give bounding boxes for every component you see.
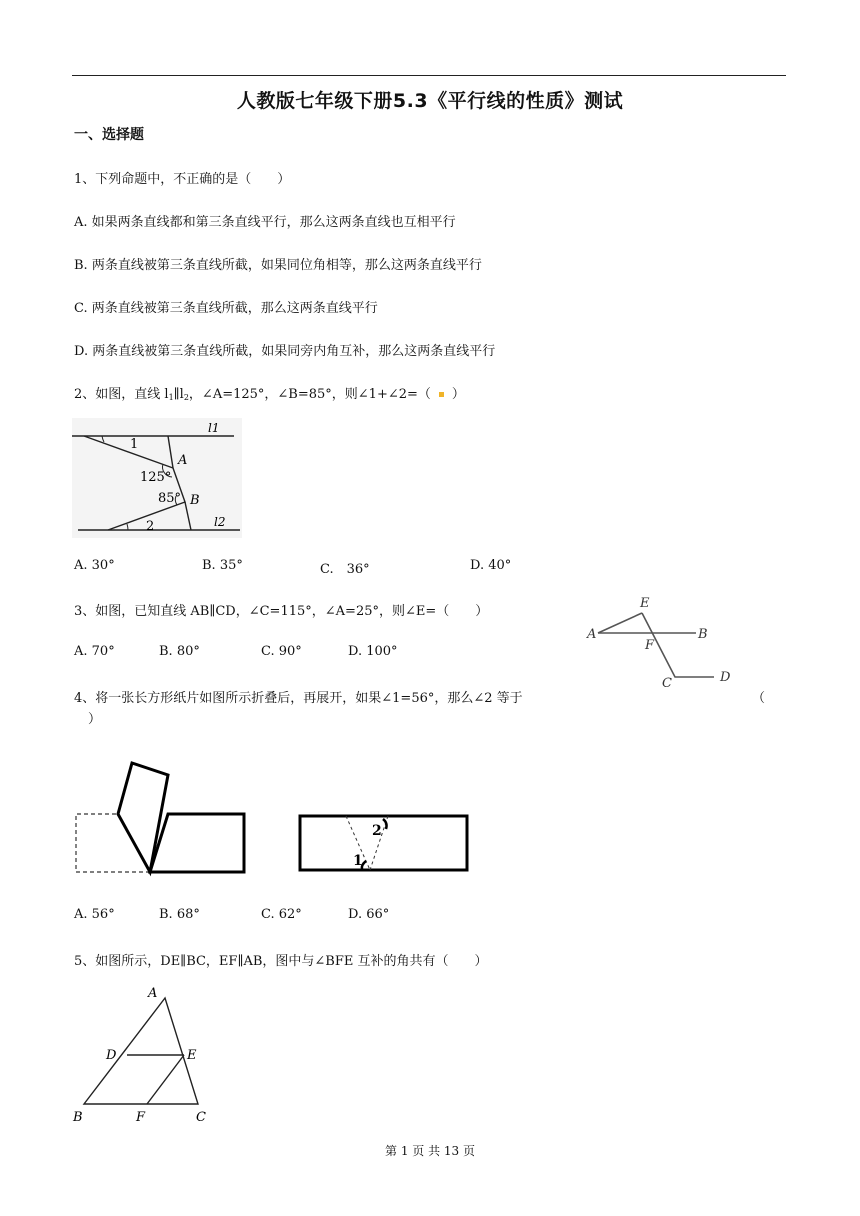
q3-option-d: D. 100°	[348, 644, 398, 659]
q4-stem: 4、将一张长方形纸片如图所示折叠后，再展开，如果∠1=56°，那么∠2 等于	[74, 691, 523, 706]
q2-figure	[72, 418, 242, 538]
label-a: A	[148, 986, 158, 1001]
q2-option-b: B. 35°	[202, 558, 243, 573]
q3-stem: 3、如图，已知直线 AB∥CD，∠C=115°，∠A=25°，则∠E=（ ）	[74, 604, 489, 619]
label-b: B	[190, 493, 200, 508]
label-125-degrees: 125°	[140, 470, 172, 485]
label-c: C	[662, 676, 672, 690]
q3-option-c: C. 90°	[261, 644, 302, 659]
label-l1: l1	[208, 421, 220, 435]
q4-figure	[70, 755, 480, 880]
label-angle-1: 1	[353, 853, 363, 869]
q4-option-a: A. 56°	[74, 907, 115, 922]
q1-stem: 1、下列命题中，不正确的是（ ）	[74, 172, 291, 187]
q1-option-b: B. 两条直线被第三条直线所截，如果同位角相等，那么这两条直线平行	[74, 258, 482, 273]
label-b: B	[698, 627, 708, 642]
page-footer: 第 1 页 共 13 页	[385, 1144, 475, 1158]
header-rule	[72, 75, 786, 76]
label-d: D	[106, 1048, 117, 1063]
label-e: E	[187, 1048, 197, 1063]
q2-option-c: C. 36°	[320, 562, 370, 577]
label-l2: l2	[214, 515, 226, 529]
q2-option-a: A. 30°	[74, 558, 115, 573]
label-angle-1: 1	[130, 437, 139, 452]
q2-subscript-1: 1	[168, 393, 174, 402]
q3-option-a: A. 70°	[74, 644, 115, 659]
q2-stem-part: ∥l	[173, 387, 184, 402]
answer-marker	[439, 392, 444, 397]
q5-stem: 5、如图所示，DE∥BC，EF∥AB，图中与∠BFE 互补的角共有（ ）	[74, 954, 488, 969]
q3-figure	[584, 590, 744, 690]
q4-option-c: C. 62°	[261, 907, 302, 922]
q4-paren-close: ）	[88, 712, 102, 727]
label-a: A	[178, 453, 188, 468]
label-d: D	[720, 670, 731, 685]
q1-option-a: A. 如果两条直线都和第三条直线平行，那么这两条直线也互相平行	[74, 215, 456, 230]
label-85-degrees: 85°	[158, 491, 182, 506]
q4-option-b: B. 68°	[159, 907, 200, 922]
label-b: B	[73, 1110, 83, 1125]
label-angle-2: 2	[146, 519, 155, 534]
q2-stem-part: ，∠A=125°，∠B=85°，则∠1+∠2=（	[188, 387, 431, 402]
q1-option-d: D. 两条直线被第三条直线所截，如果同旁内角互补，那么这两条直线平行	[74, 344, 496, 359]
label-f: F	[136, 1110, 146, 1125]
q4-option-d: D. 66°	[348, 907, 390, 922]
q2-option-d: D. 40°	[470, 558, 512, 573]
q2-stem	[74, 383, 465, 402]
label-c: C	[196, 1110, 206, 1125]
page-title: 人教版七年级下册5.3《平行线的性质》测试	[236, 90, 624, 112]
q1-option-c: C. 两条直线被第三条直线所截，那么这两条直线平行	[74, 301, 378, 316]
label-f: F	[645, 638, 655, 653]
section-heading: 一、选择题	[74, 127, 144, 143]
q2-stem-part: 2、如图，直线 l	[74, 387, 169, 402]
q3-option-b: B. 80°	[159, 644, 200, 659]
q5-figure	[68, 982, 218, 1130]
label-e: E	[640, 596, 650, 611]
label-a: A	[587, 627, 597, 642]
q4-paren-open: （	[752, 691, 766, 706]
q2-stem-part: ）	[451, 387, 465, 402]
q2-subscript-2: 2	[183, 393, 189, 402]
label-angle-2: 2	[372, 823, 382, 839]
